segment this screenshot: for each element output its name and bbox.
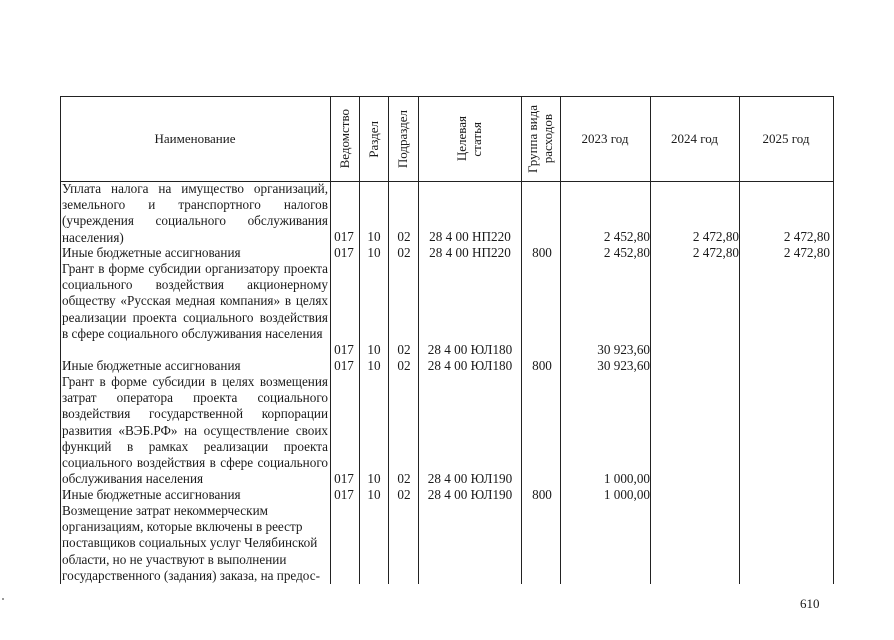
row-2023-cell: 30 923,60 (597, 342, 650, 357)
row-vedomstvo-cell: 017 (334, 342, 354, 357)
row-name-cell: Иные бюджетные ассигнования (62, 358, 241, 373)
header-gruppa-label-1: Группа вида (525, 105, 541, 173)
row-vedomstvo-cell: 017 (334, 245, 354, 260)
row-2023-cell: 2 452,80 (603, 229, 650, 244)
row-vedomstvo-cell: 017 (334, 229, 354, 244)
header-razdel-label: Раздел (365, 120, 381, 158)
header-name-label: Наименование (154, 131, 236, 147)
row-podrazdel-cell: 02 (397, 229, 411, 244)
row-name-cell: Грант в форме субсидии в целях возмещения затрат оператора проекта социального воздействия государственной корпорации развития «ВЭБ.РФ» на осуществление своих функций в рамках реализации проекта социального воздействия в сфере социального обслуживания населения (62, 374, 328, 487)
row-name-cell: Иные бюджетные ассигнования (62, 245, 241, 260)
page-number: 610 (800, 596, 820, 611)
row-celevaya-cell: 28 4 00 НП220 (429, 245, 511, 260)
row-name-cell: Иные бюджетные ассигнования (62, 487, 241, 502)
header-vedomstvo-label: Ведомство (336, 109, 352, 169)
row-razdel-cell: 10 (367, 487, 381, 502)
header-celevaya-label-1: Целевая (454, 116, 470, 162)
row-celevaya-cell: 28 4 00 ЮЛ190 (427, 471, 513, 486)
row-celevaya-cell: 28 4 00 НП220 (429, 229, 511, 244)
row-gruppa-cell: 800 (532, 245, 552, 260)
row-podrazdel-cell: 02 (397, 245, 411, 260)
row-2023-cell: 2 452,80 (603, 245, 650, 260)
row-name-cell: Возмещение затрат некоммерческим организациям, которые включены в реестр поставщиков социальных услуг Челябинской области, но не участвуют в выполнении государственного (задания) заказа, на предос- (62, 503, 320, 583)
row-celevaya-cell: 28 4 00 ЮЛ190 (427, 487, 513, 502)
row-podrazdel-cell: 02 (397, 471, 411, 486)
row-2023-cell: 1 000,00 (603, 471, 650, 486)
row-2025-cell: 2 472,80 (783, 229, 830, 244)
header-gruppa (521, 97, 560, 181)
row-podrazdel-cell: 02 (397, 487, 411, 502)
row-2024-cell: 2 472,80 (692, 245, 739, 260)
row-vedomstvo-cell: 017 (334, 358, 354, 373)
header-podrazdel (388, 97, 418, 181)
row-podrazdel-cell: 02 (397, 358, 411, 373)
header-2024-label: 2024 год (671, 131, 718, 147)
header-2025 (739, 97, 833, 181)
header-celevaya (418, 97, 521, 181)
scan-artifact (2, 598, 4, 600)
header-2025-label: 2025 год (762, 131, 810, 147)
row-razdel-cell: 10 (367, 471, 381, 486)
row-vedomstvo-cell: 017 (334, 487, 354, 502)
row-razdel-cell: 10 (367, 245, 381, 260)
row-celevaya-cell: 28 4 00 ЮЛ180 (427, 342, 513, 357)
row-razdel-cell: 10 (367, 229, 381, 244)
row-2024-cell: 2 472,80 (692, 229, 739, 244)
header-podrazdel-label: Подраздел (395, 109, 411, 169)
header-razdel (359, 97, 388, 181)
row-2023-cell: 30 923,60 (597, 358, 650, 373)
row-gruppa-cell: 800 (532, 487, 552, 502)
header-2023 (560, 97, 650, 181)
row-razdel-cell: 10 (367, 358, 381, 373)
header-2024 (650, 97, 739, 181)
row-podrazdel-cell: 02 (397, 342, 411, 357)
row-vedomstvo-cell: 017 (334, 471, 354, 486)
row-2025-cell: 2 472,80 (783, 245, 830, 260)
col-border-right (833, 96, 834, 584)
row-name-cell: Уплата налога на имущество организаций, земельного и транспортного налогов (учреждения социального обслуживания населения) (62, 181, 328, 245)
header-2023-label: 2023 год (581, 131, 629, 147)
row-name-cell: Грант в форме субсидии организатору проекта социального воздействия акционерному обществу «Русская медная компания» в целях реализации проекта социального воздействия в сфере социального обслуживания населения (62, 261, 328, 341)
row-gruppa-cell: 800 (532, 358, 552, 373)
header-gruppa-label-2: расходов (540, 114, 555, 164)
row-2023-cell: 1 000,00 (603, 487, 650, 502)
header-vedomstvo (330, 97, 359, 181)
header-name (60, 97, 330, 181)
header-celevaya-label-2: статья (469, 121, 484, 157)
row-razdel-cell: 10 (367, 342, 381, 357)
row-celevaya-cell: 28 4 00 ЮЛ180 (427, 358, 513, 373)
